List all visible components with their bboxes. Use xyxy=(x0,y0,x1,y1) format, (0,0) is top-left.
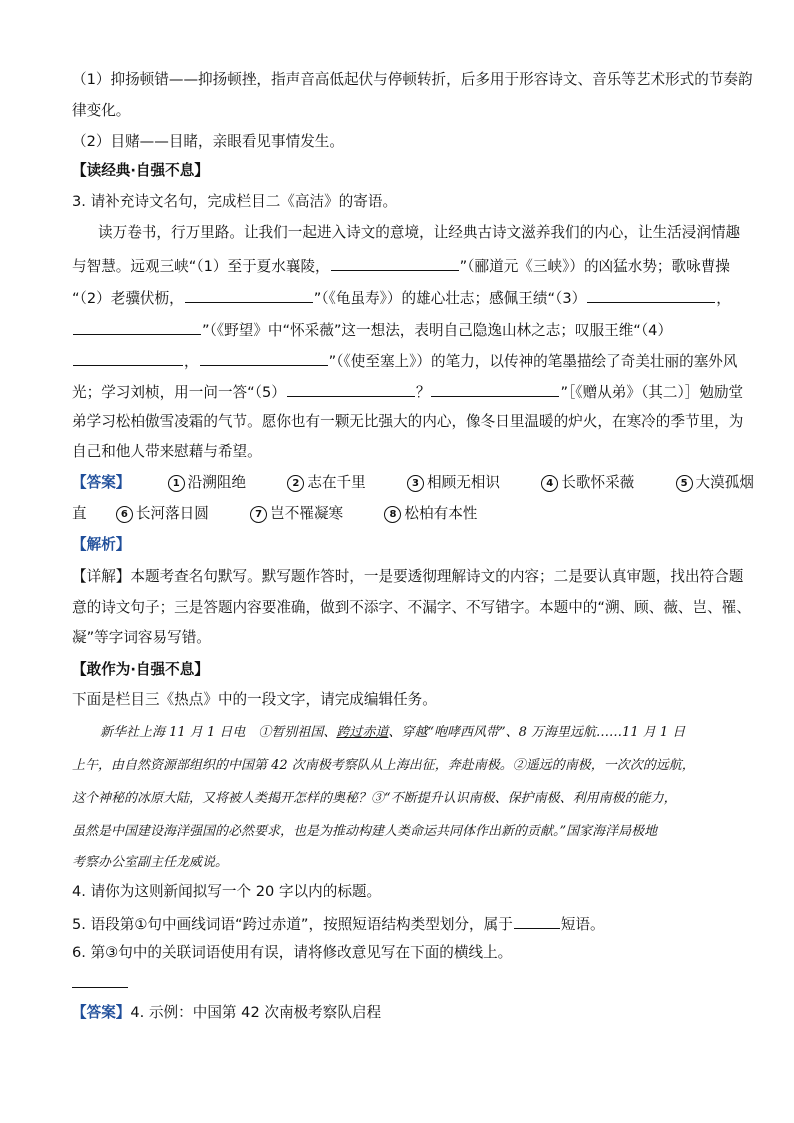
passage-text: ， xyxy=(716,290,731,307)
section-heading-dare-to-act: 【敢作为·自强不息】 xyxy=(72,661,209,678)
passage-text: ”［《赠从弟》（其二）］勉励堂 xyxy=(560,384,744,401)
question-5 xyxy=(72,912,605,935)
passage-text: 光；学习刘桢，用一问一答“（5） xyxy=(72,384,286,401)
passage-text: ”（《使至塞上》）的笔力，以传神的笔墨描绘了奇美壮丽的塞外风 xyxy=(328,353,738,370)
news-text: 新华社上海 11 月 1 日电 ①暂别祖国、 xyxy=(100,725,337,740)
answer-q4-row xyxy=(72,1003,381,1023)
note-line-3: （2）目赌——目睹，亲眼看见事情发生。 xyxy=(72,133,344,150)
passage-line-8: 自己和他人带来慰藉与希望。 xyxy=(72,443,262,460)
note-line-2: 律变化。 xyxy=(72,102,131,119)
question-6: 6. 第③句中的关联词语使用有误，请将修改意见写在下面的横线上。 xyxy=(72,944,513,961)
answer-row-1 xyxy=(72,473,754,493)
answer-item-2: 2 志在千里 xyxy=(287,473,365,493)
fill-blank-q5[interactable] xyxy=(514,912,560,929)
passage-line-7: 弟学习松柏傲雪凌霜的气节。愿你也有一颗无比强大的内心，像冬日里温暖的炉火，在寒冷的季节里，为 xyxy=(72,413,744,430)
passage-text: ”（《野望》中“怀采薇”这一想法，表明自己隐逸山林之志；叹服王维“（4） xyxy=(202,322,673,339)
answer-item-3: 3 相顾无相识 xyxy=(407,473,500,493)
passage-line-3 xyxy=(72,286,731,309)
fill-blank-3b[interactable] xyxy=(73,318,201,335)
passage-line-2 xyxy=(72,254,730,277)
passage-line-4 xyxy=(72,318,672,341)
fill-blank-5a[interactable] xyxy=(287,380,415,397)
answer-row-2 xyxy=(72,504,477,524)
answer-q4-text: 4. 示例：中国第 42 次南极考察队启程 xyxy=(130,1004,382,1021)
answer-continuation: 直 xyxy=(72,505,87,522)
answer-item-6: 6 长河落日圆 xyxy=(116,504,209,524)
news-line-4: 虽然是中国建设海洋强国的必然要求，也是为推动构建人类命运共同体作出新的贡献。”国家海洋局极地 xyxy=(72,824,658,839)
question-4: 4. 请你为这则新闻拟写一个 20 字以内的标题。 xyxy=(72,883,382,900)
news-intro: 下面是栏目三《热点》中的一段文字，请完成编辑任务。 xyxy=(72,691,437,708)
passage-text: “（2）老骥伏枥， xyxy=(72,290,184,307)
passage-line-5 xyxy=(72,349,738,372)
passage-text: ？ xyxy=(415,384,431,401)
answer-item-5: 5 大漠孤烟 xyxy=(676,473,754,493)
fill-blank-5b[interactable] xyxy=(431,380,559,397)
fill-blank-1[interactable] xyxy=(331,254,459,271)
detail-line-1: 【详解】本题考查名句默写。默写题作答时，一是要透彻理解诗文的内容；二是要认真审题，找出符合题 xyxy=(72,568,744,585)
fill-blank-4a[interactable] xyxy=(73,349,183,366)
passage-text: ”（郦道元《三峡》）的凶猛水势；歌咏曹操 xyxy=(459,258,730,275)
passage-text: ”（《龟虽寿》）的雄心壮志；感佩王绩“（3） xyxy=(313,290,587,307)
answer-line-q6[interactable] xyxy=(72,987,128,988)
note-line-1: （1）抑扬顿错——抑扬顿挫，指声音高低起伏与停顿转折，后多用于形容诗文、音乐等艺术形式的节奏韵 xyxy=(72,71,753,88)
answer-item-4: 4 长歌怀采薇 xyxy=(541,473,634,493)
answer-item-1: 1 沿溯阻绝 xyxy=(168,473,246,493)
question-3: 3. 请补充诗文名句，完成栏目二《高洁》的寄语。 xyxy=(72,193,398,210)
question-text: 短语。 xyxy=(560,916,605,933)
answer-label: 【答案】 xyxy=(72,1004,131,1021)
question-text: 5. 语段第①句中画线词语“跨过赤道”，按照短语结构类型划分，属于 xyxy=(72,916,513,933)
news-line-1 xyxy=(100,723,685,743)
news-text: 、穿越“咆哮西风带”、8 万海里远航……11 月 1 日 xyxy=(388,725,686,740)
news-line-3: 这个神秘的冰原大陆，又将被人类揭开怎样的奥秘？③“不断提升认识南极、保护南极、利用南极的能力， xyxy=(72,791,677,806)
passage-text: ， xyxy=(184,353,199,370)
news-line-2: 上午，由自然资源部组织的中国第 42 次南极考察队从上海出征，奔赴南极。②遥远的南极，一次次的远航， xyxy=(72,758,695,773)
passage-line-6 xyxy=(72,380,743,403)
fill-blank-4b[interactable] xyxy=(200,349,328,366)
detail-line-2: 意的诗文句子；三是答题内容要准确，做到不添字、不漏字、不写错字。本题中的“溯、顾、薇、岂、罹、 xyxy=(72,599,751,616)
answer-item-8: 8 松柏有本性 xyxy=(384,504,477,524)
news-line-5: 考察办公室副主任龙威说。 xyxy=(72,855,229,870)
underlined-phrase: 跨过赤道 xyxy=(336,725,389,740)
fill-blank-3a[interactable] xyxy=(587,286,715,303)
fill-blank-2[interactable] xyxy=(185,286,313,303)
section-heading-read-classics: 【读经典·自强不息】 xyxy=(72,162,209,179)
passage-line-1: 读万卷书，行万里路。让我们一起进入诗文的意境，让经典古诗文滋养我们的内心，让生活浸润情趣 xyxy=(98,224,741,241)
detail-line-3: 凝”等字词容易写错。 xyxy=(72,629,211,646)
answer-label: 【答案】 xyxy=(72,474,131,491)
answer-item-7: 7 岂不罹凝寒 xyxy=(250,504,343,524)
analysis-label: 【解析】 xyxy=(72,536,131,553)
passage-text: 与智慧。远观三峡“（1）至于夏水襄陵， xyxy=(72,258,330,275)
